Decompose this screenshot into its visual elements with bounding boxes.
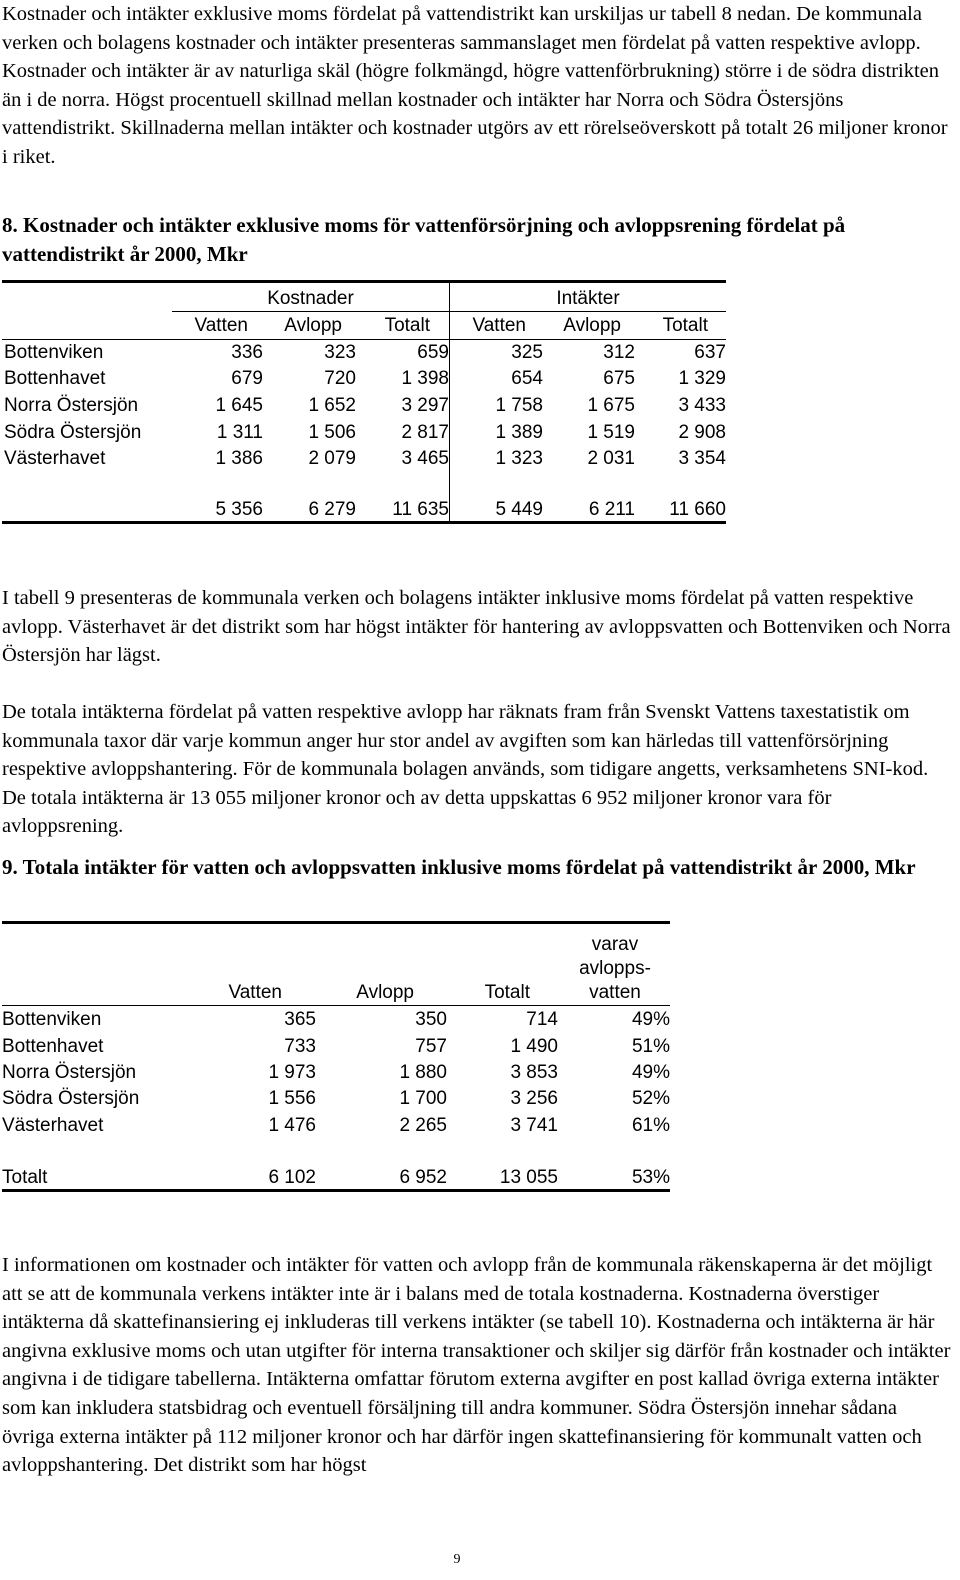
table8-cell: 1 398 bbox=[401, 368, 449, 389]
table8-cell: 3 354 bbox=[678, 448, 726, 469]
table9-title: 9. Totala intäkter för vatten och avloppsvatten inklusive moms fördelat på vattendistrikt år 2000, Mkr bbox=[2, 855, 916, 879]
table8-total-cell: 11 660 bbox=[669, 499, 726, 520]
table9-total-cell: 6 952 bbox=[399, 1167, 447, 1188]
table8-cell: 1 386 bbox=[215, 448, 263, 469]
table8-group-divider bbox=[449, 283, 450, 523]
table8-cell: 1 758 bbox=[495, 395, 543, 416]
table9-cell: 1 476 bbox=[268, 1115, 316, 1136]
table9-col-header: Vatten bbox=[228, 982, 282, 1003]
table9-cell: 51% bbox=[631, 1036, 670, 1057]
table9-bottom-rule bbox=[2, 1189, 670, 1192]
page-number: 9 bbox=[453, 1552, 461, 1567]
table9-cell: 2 265 bbox=[399, 1115, 447, 1136]
table8-cell: 3 433 bbox=[678, 395, 726, 416]
table8-cell: 325 bbox=[511, 342, 543, 363]
table9-row-label: Norra Östersjön bbox=[2, 1062, 137, 1083]
table9-total-cell: 6 102 bbox=[268, 1167, 316, 1188]
table9-col-header: Totalt bbox=[484, 982, 530, 1003]
table8-cell: 1 323 bbox=[495, 448, 543, 469]
table8-cell: 637 bbox=[694, 342, 726, 363]
table9-cell: 1 973 bbox=[268, 1062, 316, 1083]
table8-col-header: Vatten bbox=[194, 315, 248, 336]
table8-cell: 654 bbox=[511, 368, 543, 389]
table8-row-label: Bottenviken bbox=[4, 342, 104, 363]
intro-paragraph: Kostnader och intäkter exklusive moms fördelat på vattendistrikt kan urskiljas ur tabell 8 nedan. De kommunala verken och bolagens kostnader och intäkter presenteras sammanslaget men fördelat på vatten respektive avlopp. Kostnader och intäkter är av naturliga skäl (högre folkmängd, högre vattenförbrukning) större i de södra distrikten än i de norra. Högst procentuell skillnad mellan kostnader och intäkter har Norra och Södra Östersjöns vattendistrikt. Skillnaderna mellan intäkter och kostnader utgörs av ett rörelseöverskott på totalt 26 miljoner kronor i riket. bbox=[2, 3, 948, 168]
table9-cell: 3 741 bbox=[510, 1115, 558, 1136]
table9-cell: 365 bbox=[284, 1009, 316, 1030]
table8-col-header: Avlopp bbox=[284, 315, 342, 336]
table8-cell: 675 bbox=[603, 368, 635, 389]
table8-row-label: Västerhavet bbox=[4, 448, 106, 469]
table8-cell: 1 506 bbox=[308, 422, 356, 443]
table8-cell: 1 645 bbox=[215, 395, 263, 416]
table9-col-header: Avlopp bbox=[356, 982, 414, 1003]
table9-varav-line3: vatten bbox=[589, 982, 641, 1003]
table9-row-label: Bottenviken bbox=[2, 1009, 102, 1030]
table9-cell: 1 556 bbox=[268, 1088, 316, 1109]
table8-cell: 1 675 bbox=[587, 395, 635, 416]
table8-row-label: Bottenhavet bbox=[4, 368, 106, 389]
table9-cell: 350 bbox=[415, 1009, 447, 1030]
table9-cell: 757 bbox=[415, 1036, 447, 1057]
table9-total-cell: 53% bbox=[631, 1167, 670, 1188]
table8-cell: 659 bbox=[417, 342, 449, 363]
table9-top-rule bbox=[2, 921, 670, 924]
table9-cell: 1 700 bbox=[399, 1088, 447, 1109]
table9-total-cell: 13 055 bbox=[499, 1167, 558, 1188]
table8-total-cell: 6 211 bbox=[588, 499, 635, 520]
table9-row-label: Bottenhavet bbox=[2, 1036, 104, 1057]
table9-row-label: Södra Östersjön bbox=[2, 1088, 140, 1109]
table9-varav-line1: varav bbox=[591, 934, 639, 955]
table8-cell: 1 311 bbox=[216, 422, 263, 443]
table9-cell: 3 853 bbox=[510, 1062, 558, 1083]
table8-cell: 1 652 bbox=[308, 395, 356, 416]
paragraph-4: I informationen om kostnader och intäkter för vatten och avlopp från de kommunala räkenskaperna är det möjligt att se att de kommunala verkens intäkter inte är i balans med de totala kostnaderna. Kostnaderna överstiger intäkterna då skattefinansiering ej inkluderas till verkens intäkter (se tabell 10). Kostnaderna och intäkterna är här angivna exklusive moms och utan utgifter för interna transaktioner och skiljer sig därför från kostnader och intäkter angivna i de tidigare tabellerna. Intäkterna omfattar förutom externa avgifter en post kallad övriga externa intäkter som kan inkludera statsbidrag och eventuell försäljning till andra kommuner. Södra Östersjön innehar sådana övriga externa intäkter på 112 miljoner kronor och har därför ingen skattefinansiering för kommunalt vatten och avloppshantering. Det distrikt som har högst bbox=[2, 1254, 951, 1477]
table9-header-rule bbox=[2, 1005, 670, 1006]
paragraph-3: De totala intäkterna fördelat på vatten respektive avlopp har räknats fram från Svenskt Vattens taxestatistik om kommunala taxor där varje kommun anger hur stor andel av avgiften som kan härledas till vattenförsörjning respektive avloppshantering. För de kommunala bolagen används, som tidigare angetts, verksamhetens SNI-kod. De totala intäkterna är 13 055 miljoner kronor och av detta uppskattas 6 952 miljoner kronor vara för avloppsrening. bbox=[2, 701, 929, 838]
table9-varav-line2: avlopps- bbox=[579, 958, 651, 979]
table8-cell: 2 031 bbox=[587, 448, 635, 469]
table8-bottom-rule bbox=[2, 521, 726, 524]
table9-row-label: Västerhavet bbox=[2, 1115, 104, 1136]
table8-cell: 312 bbox=[603, 342, 635, 363]
table8-col-header: Avlopp bbox=[563, 315, 621, 336]
table8-row-label: Norra Östersjön bbox=[4, 395, 139, 416]
table8-cell: 323 bbox=[324, 342, 356, 363]
table8-col-header: Vatten bbox=[472, 315, 526, 336]
table8-cell: 1 389 bbox=[495, 422, 543, 443]
table8-title: 8. Kostnader och intäkter exklusive moms för vattenförsörjning och avloppsrening fördelat på vattendistrikt år 2000, Mkr bbox=[2, 213, 846, 266]
table9-cell: 61% bbox=[631, 1115, 670, 1136]
table8-cell: 2 817 bbox=[401, 422, 449, 443]
table8-cell: 336 bbox=[231, 342, 263, 363]
table8-col-header: Totalt bbox=[662, 315, 708, 336]
table8-cell: 2 908 bbox=[678, 422, 726, 443]
table9-cell: 1 880 bbox=[399, 1062, 447, 1083]
table8-total-cell: 5 449 bbox=[495, 499, 543, 520]
table8-cell: 679 bbox=[231, 368, 263, 389]
table8-group-intakter: Intäkter bbox=[556, 288, 620, 309]
table8-cell: 2 079 bbox=[308, 448, 356, 469]
table8-cell: 720 bbox=[324, 368, 356, 389]
table8-cell: 1 329 bbox=[678, 368, 726, 389]
table8-kostnader-rule bbox=[172, 311, 449, 312]
table9-cell: 3 256 bbox=[510, 1088, 558, 1109]
table8-col-header: Totalt bbox=[384, 315, 430, 336]
table9-total-label: Totalt bbox=[2, 1167, 48, 1188]
table8-total-cell: 5 356 bbox=[215, 499, 263, 520]
table8-cell: 3 465 bbox=[401, 448, 449, 469]
table9-cell: 52% bbox=[631, 1088, 670, 1109]
paragraph-2: I tabell 9 presenteras de kommunala verken och bolagens intäkter inklusive moms fördelat på vatten respektive avlopp. Västerhavet är det distrikt som har högst intäkter för hantering av avloppsvatten och Bottenviken och Norra Östersjön har lägst. bbox=[2, 587, 951, 667]
table8-cell: 3 297 bbox=[401, 395, 449, 416]
table9-cell: 49% bbox=[631, 1062, 670, 1083]
table9-cell: 49% bbox=[631, 1009, 670, 1030]
table8-top-rule bbox=[2, 280, 726, 283]
table9-cell: 733 bbox=[284, 1036, 316, 1057]
table8-cell: 1 519 bbox=[587, 422, 635, 443]
table8-total-cell: 6 279 bbox=[308, 499, 356, 520]
table8-total-cell: 11 635 bbox=[392, 499, 449, 520]
table8-row-label: Södra Östersjön bbox=[4, 422, 142, 443]
table8-header-rule bbox=[2, 339, 726, 340]
table8-intakter-rule bbox=[450, 311, 726, 312]
table8-group-kostnader: Kostnader bbox=[267, 288, 354, 309]
table9-cell: 714 bbox=[526, 1009, 558, 1030]
table9-cell: 1 490 bbox=[510, 1036, 558, 1057]
